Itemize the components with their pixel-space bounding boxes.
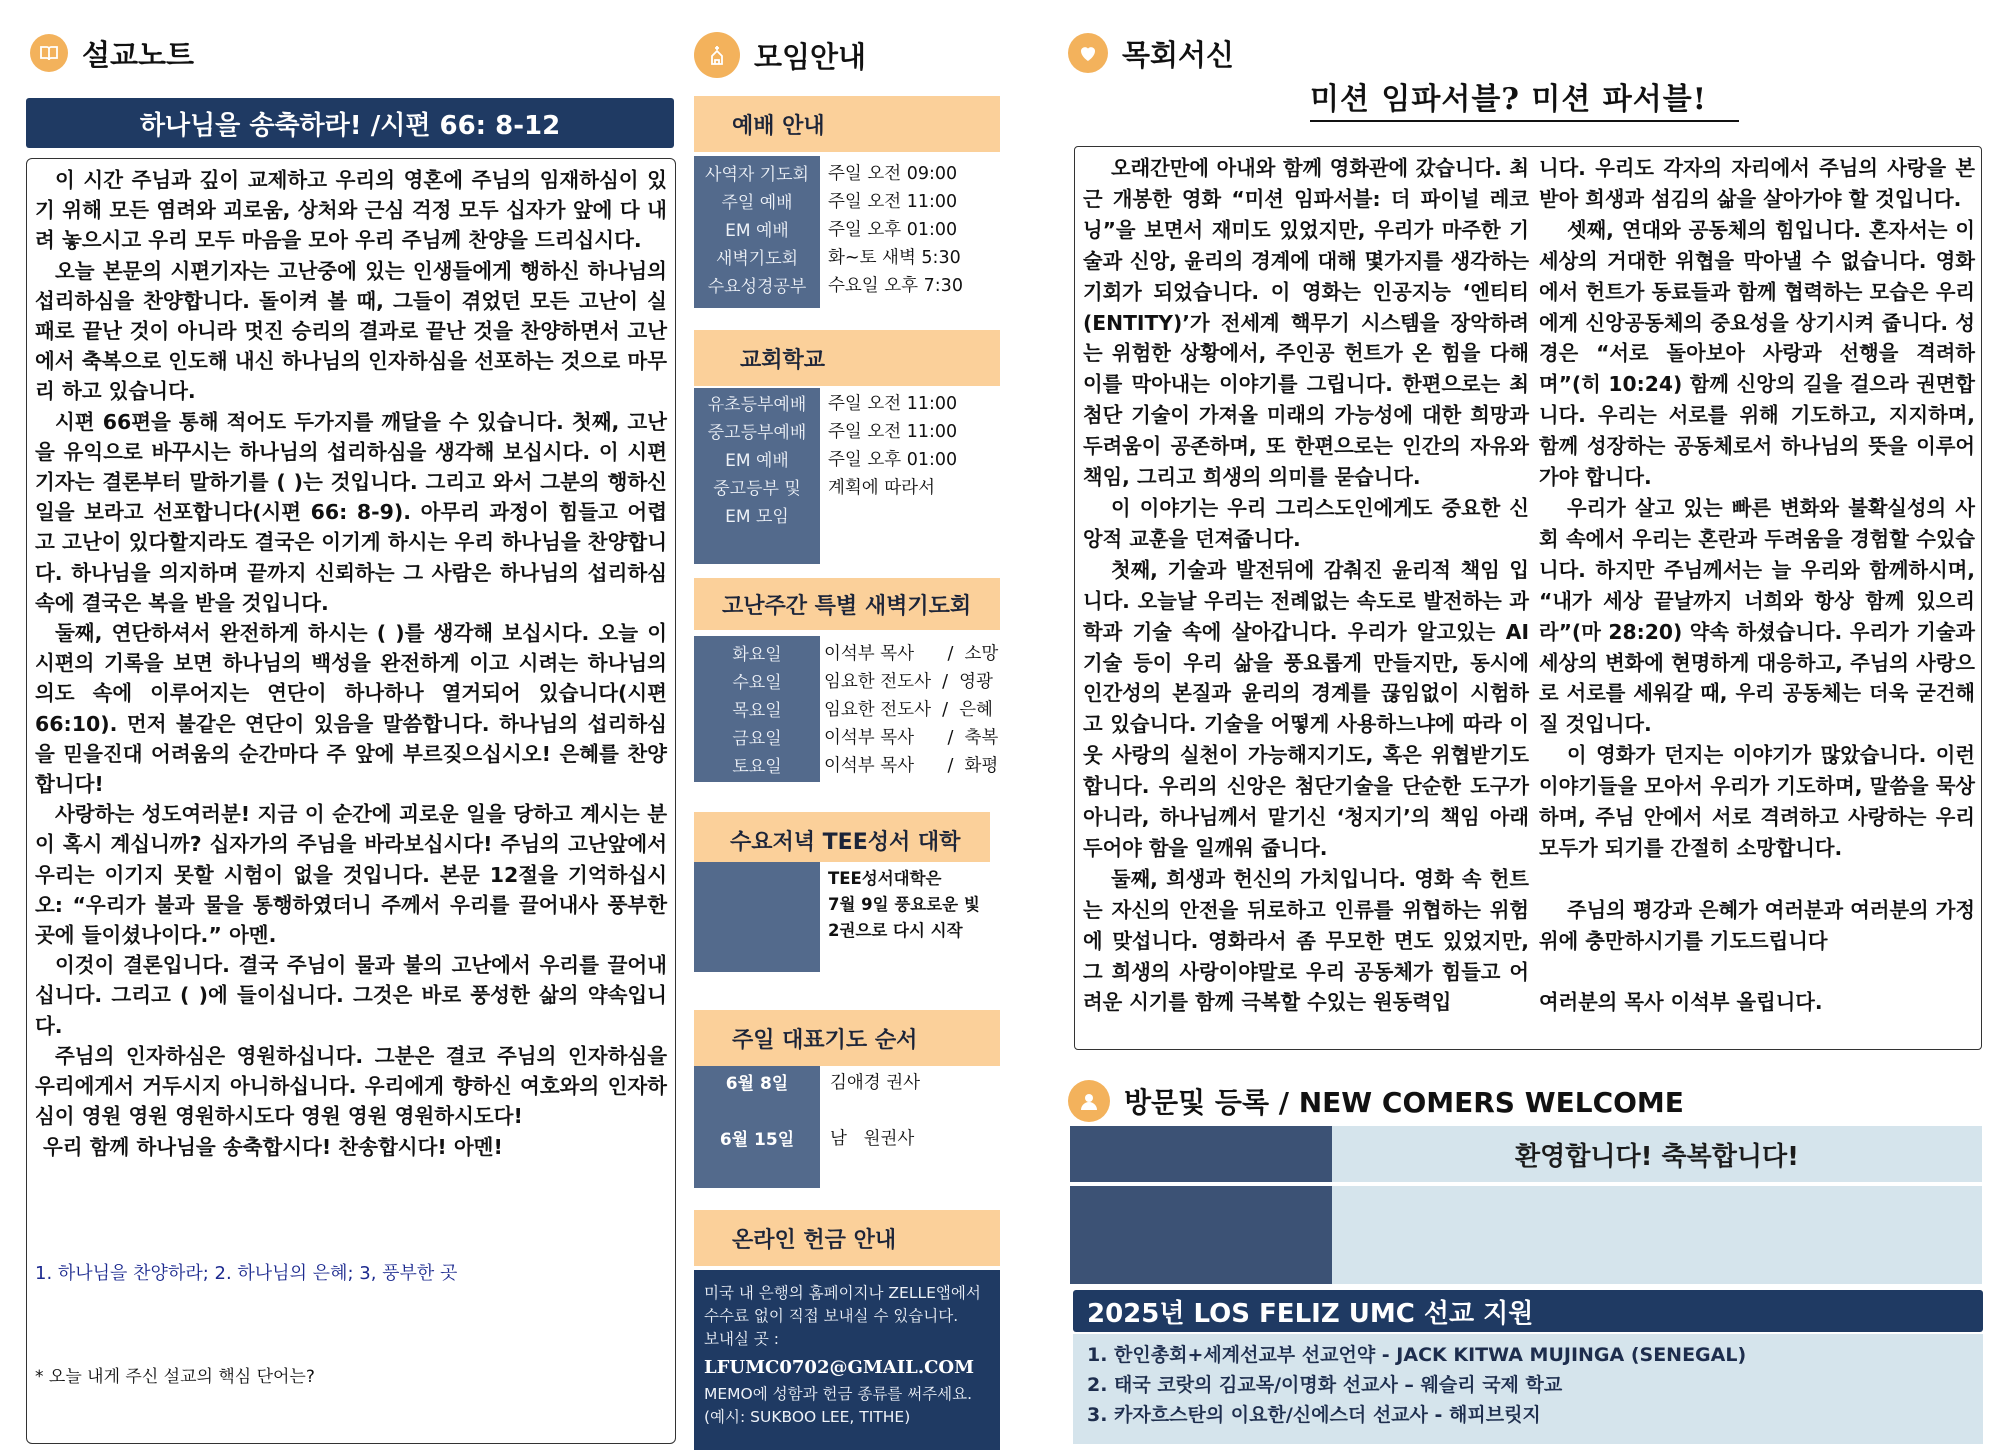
sermon-section-title: 설교노트 bbox=[82, 37, 195, 72]
sermon-section-header bbox=[30, 28, 194, 78]
schedule-row: 주일 예배 주일 오전 11:00 bbox=[694, 186, 1000, 214]
worship-schedule bbox=[694, 156, 1000, 308]
letter-signature: 여러분의 목사 이석부 올립니다. bbox=[1539, 990, 1823, 1015]
tee-header: 수요저녁 TEE성서 대학 bbox=[694, 812, 990, 868]
church-school-header: 교회학교 bbox=[694, 330, 1000, 386]
prayer-row: 6월 15일 남 원권사 bbox=[719, 1128, 915, 1150]
tee-line: 2권으로 다시 시작 bbox=[828, 921, 963, 940]
sermon-paragraph: 둘째, 연단하셔서 완전하게 하시는 ( )를 생각해 보십시다. 오늘 이 시편의 기록을 보면 하나님의 백성을 완전하게 이고 시려는 하나님의 의도 속에 이루어지는 연단이 하나하나 열거되어 있습니다(시편66:10). 먼저 불같은 연단이 있음을 말씀합니다. 하나님의 섭리하심을 믿을진대 어려움의 순간마다 주 앞에 부르짖으십시오! 은혜를 찬양합니다! bbox=[35, 621, 667, 797]
mission-support-title: 2025년 LOS FELIZ UMC 선교 지원 bbox=[1073, 1290, 1983, 1332]
sermon-title-bar: 하나님을 송축하라! /시편 66: 8-12 bbox=[26, 98, 674, 148]
schedule-row: EM 모임 bbox=[694, 500, 1000, 528]
schedule-row: 목요일 임요한 전도사 / 은혜 bbox=[694, 694, 1000, 722]
meeting-section-header bbox=[694, 30, 866, 80]
schedule-row: EM 예배 주일 오후 01:00 bbox=[694, 214, 1000, 242]
mission-item: 3. 카자흐스탄의 이요한/신에스더 선교사 - 해피브릿지 bbox=[1087, 1404, 1541, 1426]
welcome-blank-cell bbox=[1332, 1186, 1982, 1284]
letter-paragraph: 우리가 살고 있는 빠른 변화와 불확실성의 사회 속에서 우리는 혼란과 두려움을 경험할 수있습니다. 하지만 주님께서는 늘 우리와 함께하시며, “내가 세상 끝날까지 너희와 항상 함께 있으리라”(마 28:20) 약속 하셨습니다. 우리가 기술과 세상의 변화에 현명하게 대응하고, 주님의 사랑으로 서로를 세워갈 때, 우리 공동체는 더욱 굳건해질 것입니다. bbox=[1539, 495, 1975, 737]
letter-paragraph: 이 영화가 던지는 이야기가 많았습니다. 이런 이야기들을 모아서 우리가 기도하며, 말씀을 묵상하며, 주님 안에서 서로 격려하고 사랑하는 우리 모두가 되기를 간절히 소망합니다. bbox=[1539, 743, 1975, 860]
sermon-paragraph: 오늘 본문의 시편기자는 고난중에 있는 인생들에게 행하신 하나님의 섭리하심을 찬양합니다. 돌이켜 볼 때, 그들이 겪었던 모든 고난이 실패로 끝난 것이 아니라 멋진 승리의 결과로 끝난 것을 찬양하면서 고난에서 축복으로 인도해 내신 하나님의 인자하심을 선포하는 것으로 마무리 하고 있습니다. bbox=[35, 258, 667, 404]
sermon-text-box bbox=[26, 158, 676, 1444]
welcome-message: 환영합니다! 축복합니다! bbox=[1332, 1126, 1982, 1182]
schedule-row: 새벽기도회 화~토 새벽 5:30 bbox=[694, 242, 1000, 270]
pastor-section-title: 목회서신 bbox=[1122, 37, 1235, 72]
sermon-closing: 우리 함께 하나님을 송축합시다! 찬송합시다! 아멘! bbox=[43, 1134, 503, 1159]
sermon-paragraph: 이 시간 주님과 깊이 교제하고 우리의 영혼에 주님의 임재하심이 있기 위해 모든 염려와 괴로움, 상처와 근심 걱정 모두 십자가 앞에 다 내려 놓으시고 우리 모두 마음을 모아 우리 주님께 찬양을 드리십시다. bbox=[35, 168, 667, 253]
schedule-row: 화요일 이석부 목사 / 소망 bbox=[694, 638, 1000, 666]
offering-email: LFUMC0702@GMAIL.COM bbox=[704, 1357, 975, 1378]
sermon-answer-key: 1. 하나님을 찬양하라; 2. 하나님의 은혜; 3, 풍부한 곳 bbox=[35, 1263, 458, 1284]
letter-paragraph: 첫째, 기술과 발전뒤에 감춰진 윤리적 책임 입니다. 오늘날 우리는 전례없는 속도로 발전하는 과학과 기술 속에 살아갑니다. 우리가 알고있는 AI 기술 등이 우리 삶을 풍요롭게 만들지만, 동시에 인간성의 본질과 윤리의 경계를 끊임없이 시험하고 있습니다. 기술을 어떻게 사용하느냐에 따라 이웃 사랑의 실천이 가능해지기도, 혹은 위협받기도 합니다. 우리의 신앙은 첨단기술을 단순한 도구가 아니라, 하나님께서 맡기신 ‘청지기’의 책임 아래 두어야 함을 일깨워 줍니다. bbox=[1083, 557, 1529, 860]
schedule-row: 사역자 기도회 주일 오전 09:00 bbox=[694, 158, 1000, 186]
welcome-section-header bbox=[1068, 1076, 1684, 1126]
church-school-schedule bbox=[694, 388, 1000, 564]
letter-paragraph: 니다. 우리도 각자의 자리에서 주님의 사랑을 본받아 희생과 섬김의 삶을 살아가야 할 것입니다. bbox=[1539, 156, 1975, 211]
pastor-letter-title: 미션 임파서블? 미션 파서블! bbox=[1310, 74, 1739, 122]
mission-item: 2. 태국 코랏의 김교목/이명화 선교사 – 웨슬리 국제 학교 bbox=[1087, 1374, 1563, 1396]
schedule-row: 금요일 이석부 목사 / 축복 bbox=[694, 722, 1000, 750]
schedule-row: 수요성경공부 수요일 오후 7:30 bbox=[694, 270, 1000, 298]
tee-info bbox=[694, 862, 1000, 972]
dawn-prayer-schedule bbox=[694, 636, 1000, 782]
pastor-letter-left-column bbox=[1083, 153, 1529, 1018]
dawn-prayer-header: 고난주간 특별 새벽기도회 bbox=[694, 578, 1000, 630]
schedule-row: 수요일 임요한 전도사 / 영광 bbox=[694, 666, 1000, 694]
meeting-section-title: 모임안내 bbox=[754, 39, 867, 74]
welcome-table bbox=[1070, 1126, 1982, 1284]
schedule-row: 토요일 이석부 목사 / 화평 bbox=[694, 750, 1000, 778]
prayer-row: 6월 8일 김애경 권사 bbox=[725, 1072, 921, 1094]
heart-icon bbox=[1068, 33, 1108, 73]
schedule-row: 중고등부예배 주일 오전 11:00 bbox=[694, 416, 1000, 444]
schedule-row: 유초등부예배 주일 오전 11:00 bbox=[694, 388, 1000, 416]
letter-paragraph: 오래간만에 아내와 함께 영화관에 갔습니다. 최근 개봉한 영화 “미션 임파서블: 더 파이널 레코닝”을 보면서 재미도 있었지만, 우리가 마주한 기술과 신앙, 윤리의 경계에 대해 몇가지를 생각하는 기회가 되었습니다. 이 영화는 인공지능 ‘엔티티(ENTITY)’가 전세계 핵무기 시스템을 장악하려는 위험한 상황에서, 주인공 헌트가 온 힘을 다해 이를 막아내는 이야기를 그립니다. 한편으로는 최첨단 기술이 가져올 미래의 가능성에 대한 희망과 두려움이 공존하며, 또 한편으로는 인간의 자유와 책임, 그리고 희생의 의미를 묻습니다. bbox=[1083, 156, 1529, 490]
sermon-paragraph: 사랑하는 성도여러분! 지금 이 순간에 괴로운 일을 당하고 계시는 분이 혹시 계십니까? 십자가의 주님을 바라보십시다! 주님의 고난앞에서 우리는 이기지 못할 시험이 없을 것입니다. 본문 12절을 기억하십시오: “우리가 불과 물을 통행하였더니 주께서 우리를 끌어내사 풍부한 곳에 들이셨나이다.” 아멘. bbox=[35, 802, 667, 948]
pastor-letter-box bbox=[1074, 146, 1982, 1050]
sermon-paragraph: 시편 66편을 통해 적어도 두가지를 깨달을 수 있습니다. 첫째, 고난을 유익으로 바꾸시는 하나님의 섭리하심을 생각해 보십시다. 이 시편기자는 결론부터 말하기를 ( )는 것입니다. 그리고 와서 그분의 행하신 일을 보라고 선포합니다(시편 66: 8-9). 아무리 과정이 힘들고 어렵고 고난이 있다할지라도 결국은 이기게 하시는 우리 하나님을 찬양합니다. 하나님을 의지하며 끝까지 신뢰하는 그 사람은 하나님의 섭리하심 속에 결국은 복을 받을 것입니다. bbox=[35, 409, 667, 615]
person-icon bbox=[1068, 1080, 1110, 1122]
letter-paragraph: 이 이야기는 우리 그리스도인에게도 중요한 신앙적 교훈을 던져줍니다. bbox=[1083, 495, 1529, 551]
letter-blessing: 주님의 평강과 은혜가 여러분과 여러분의 가정위에 충만하시기를 기도드립니다 bbox=[1539, 897, 1975, 953]
prayer-order-header: 주일 대표기도 순서 bbox=[694, 1010, 1000, 1066]
welcome-section-title: 방문및 등록 / NEW COMERS WELCOME bbox=[1124, 1086, 1684, 1119]
schedule-row: 중고등부 및 계획에 따라서 bbox=[694, 472, 1000, 500]
letter-paragraph: 둘째, 희생과 헌신의 가치입니다. 영화 속 헌트는 자신의 안전을 뒤로하고 인류를 위협하는 위험에 맞섭니다. 영화라서 좀 무모한 면도 있었지만, 그 희생의 사랑이야말로 우리 공동체가 힘들고 어려운 시기를 함께 극복할 수있는 원동력입 bbox=[1083, 866, 1529, 1015]
sermon-paragraph: 이것이 결론입니다. 결국 주님이 물과 불의 고난에서 우리를 끌어내십니다. 그리고 ( )에 들이십니다. 그것은 바로 풍성한 삶의 약속입니다. bbox=[35, 953, 667, 1038]
sermon-paragraph: 주님의 인자하심은 영원하십니다. 그분은 결코 주님의 인자하심을 우리에게서 거두시지 아니하십니다. 우리에게 향하신 여호와의 인자하심이 영원 영원 영원하시도다 영원 영원 영원하시도다! bbox=[35, 1043, 667, 1129]
tee-line: TEE성서대학은 bbox=[828, 869, 942, 888]
church-icon bbox=[694, 32, 740, 78]
letter-paragraph: 셋째, 연대와 공동체의 힘입니다. 혼자서는 이 세상의 거대한 위협을 막아낼 수 없습니다. 영화에서 헌트가 동료들과 함께 협력하는 모습은 우리에게 신앙공동체의 중요성을 상기시켜 줍니다. 성경은 “서로 돌아보아 사랑과 선행을 격려하며”(히 10:24) 함께 신앙의 길을 걸으라 권면합니다. 우리는 서로를 위해 기도하고, 지지하며, 함께 성장하는 공동체로서 하나님의 뜻을 이루어 가야 합니다. bbox=[1539, 217, 1975, 490]
pastor-section-header bbox=[1068, 28, 1234, 78]
tee-line: 7월 9일 풍요로운 빛 bbox=[828, 895, 980, 914]
online-offering-header: 온라인 헌금 안내 bbox=[694, 1210, 1000, 1266]
worship-guide-header: 예배 안내 bbox=[694, 96, 1000, 152]
sermon-note-icon bbox=[30, 34, 68, 72]
pastor-letter-right-column bbox=[1539, 153, 1975, 1018]
mission-support-list bbox=[1073, 1334, 1983, 1444]
schedule-row: EM 예배 주일 오후 01:00 bbox=[694, 444, 1000, 472]
sermon-keyword-question: * 오늘 내게 주신 설교의 핵심 단어는? bbox=[35, 1367, 315, 1387]
online-offering-info: 미국 내 은행의 홈페이지나 ZELLE앱에서 수수료 없이 직접 보내실 수 있습니다. 보내실 곳 : LFUMC0702@GMAIL.COM MEMO에 성함과 헌금 종류를 써주세요. (예시: SUKBOO LEE, TITHE) bbox=[694, 1270, 1000, 1450]
prayer-order-schedule bbox=[694, 1066, 1000, 1188]
mission-item: 1. 한인총회+세계선교부 선교언약 - JACK KITWA MUJINGA (SENEGAL) bbox=[1087, 1344, 1747, 1366]
